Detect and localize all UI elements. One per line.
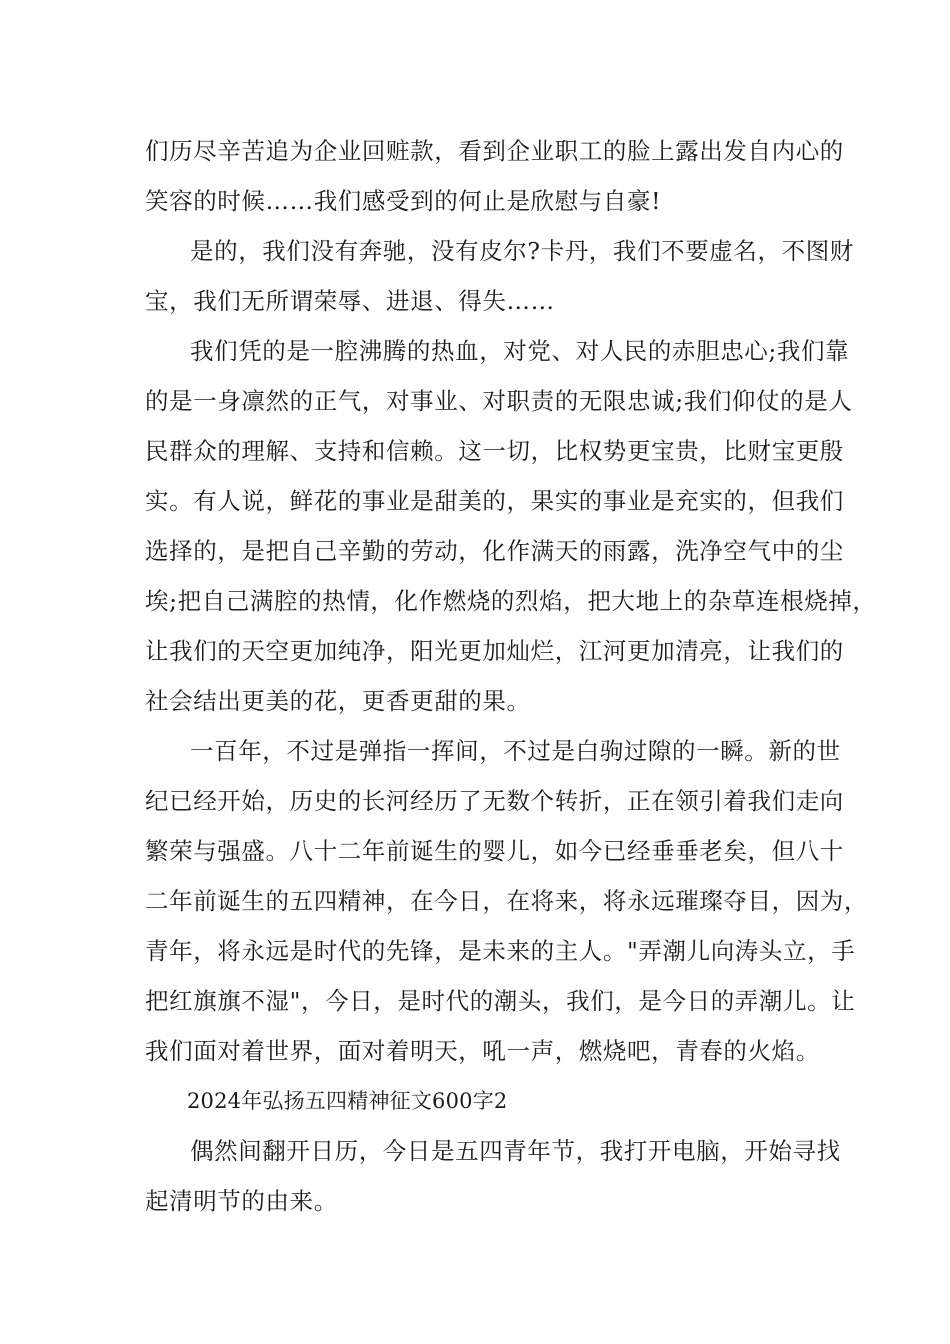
paragraph-first-line: 一百年，不过是弹指一挥间，不过是白驹过隙的一瞬。新的世 (190, 737, 841, 765)
text-line: 宝，我们无所谓荣辱、进退、得失…… (145, 287, 555, 315)
text-line: 选择的，是把自己辛勤的劳动，化作满天的雨露，洗净空气中的尘 (145, 537, 844, 565)
text-line: 我们面对着世界，面对着明天，吼一声，燃烧吧，青春的火焰。 (145, 1037, 820, 1065)
paragraph-first-line: 是的，我们没有奔驰，没有皮尔?卡丹，我们不要虚名，不图财 (190, 237, 854, 265)
text-line: 纪已经开始，历史的长河经历了无数个转折，正在领引着我们走向 (145, 787, 844, 815)
paragraph-first-line: 偶然间翻开日历，今日是五四青年节，我打开电脑，开始寻找 (190, 1137, 841, 1165)
text-line: 把红旗旗不湿"，今日，是时代的潮头，我们，是今日的弄潮儿。让 (145, 987, 856, 1015)
text-line: 实。有人说，鲜花的事业是甜美的，果实的事业是充实的，但我们 (145, 487, 844, 515)
text-line: 埃;把自己满腔的热情，化作燃烧的烈焰，把大地上的杂草连根烧掉， (145, 587, 877, 615)
text-line: 繁荣与强盛。八十二年前诞生的婴儿，如今已经垂垂老矣，但八十 (145, 837, 844, 865)
text-line: 起清明节的由来。 (145, 1187, 338, 1215)
paragraph-first-line: 我们凭的是一腔沸腾的热血，对党、对人民的赤胆忠心;我们靠 (190, 337, 850, 365)
text-line: 二年前诞生的五四精神，在今日，在将来，将永远璀璨夺目，因为， (145, 887, 868, 915)
text-line: 们历尽辛苦追为企业回赃款，看到企业职工的脸上露出发自内心的 (145, 137, 844, 165)
text-line: 的是一身凛然的正气，对事业、对职责的无限忠诚;我们仰仗的是人 (145, 387, 853, 415)
section-heading: 2024年弘扬五四精神征文600字2 (187, 1089, 508, 1113)
text-line: 青年，将永远是时代的先锋，是未来的主人。"弄潮儿向涛头立，手 (145, 937, 856, 965)
text-line: 笑容的时候……我们感受到的何止是欣慰与自豪! (145, 187, 662, 215)
text-line: 民群众的理解、支持和信赖。这一切，比权势更宝贵，比财宝更殷 (145, 437, 844, 465)
text-line: 社会结出更美的花，更香更甜的果。 (145, 687, 531, 715)
text-line: 让我们的天空更加纯净，阳光更加灿烂，江河更加清亮，让我们的 (145, 637, 844, 665)
